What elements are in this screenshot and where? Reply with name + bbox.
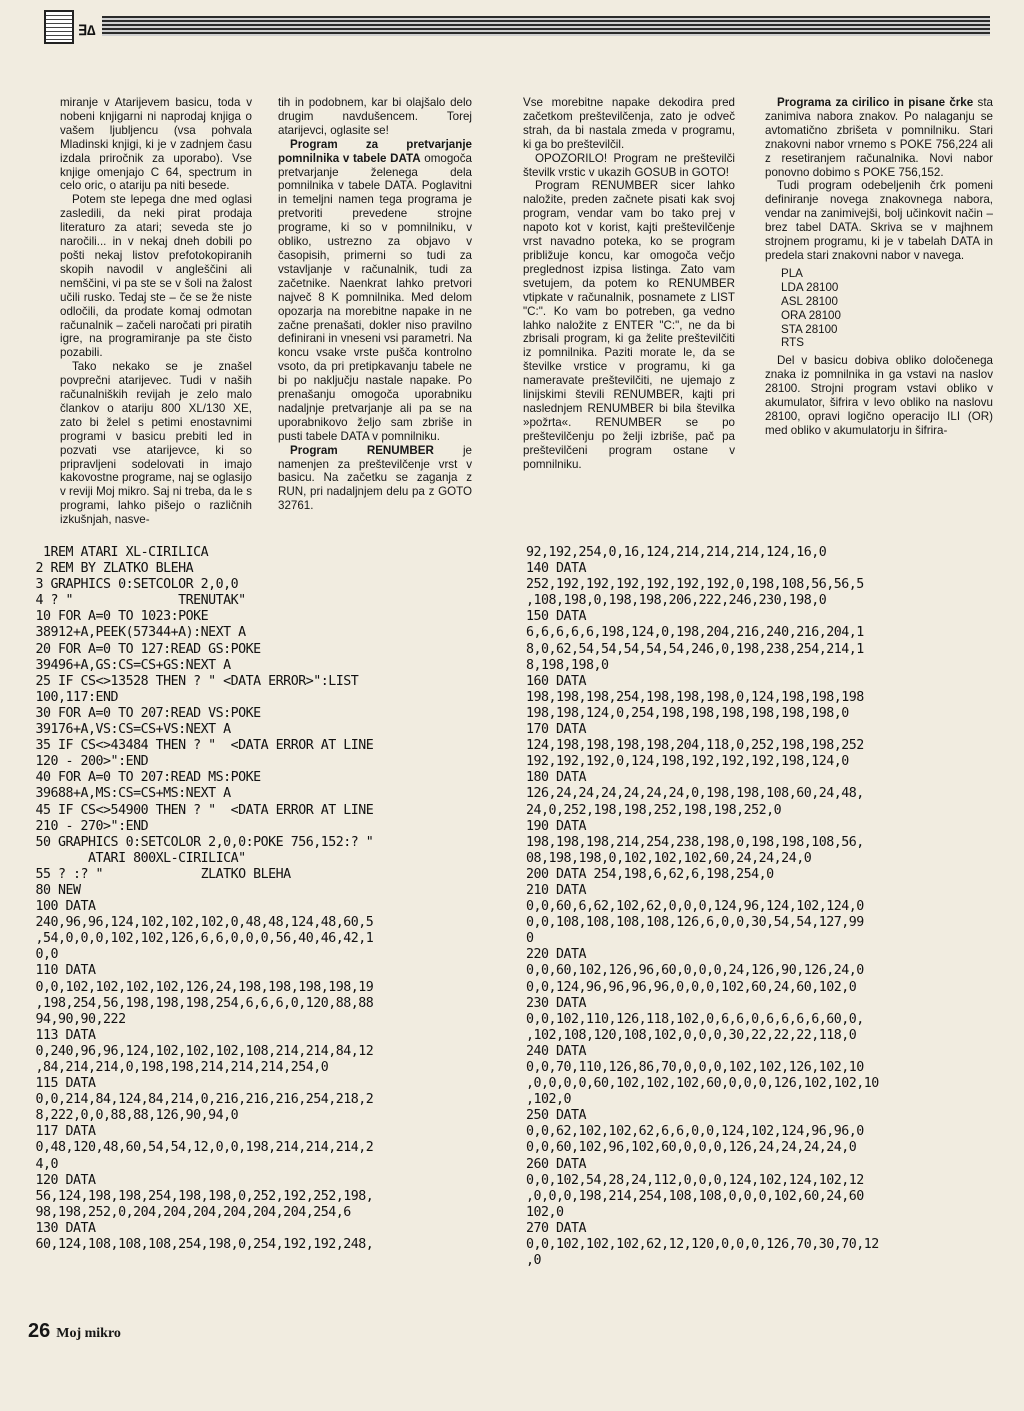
code-line: 170 DATA <box>526 722 587 738</box>
code-line: 39688+A,MS:CS=CS+MS:NEXT A <box>28 786 231 802</box>
paragraph: miranje v Atarijevem basicu, toda v nobeni knjigarni ni naprodaj knjiga o vašem ljubljencu (vsa pohvala Mladinski knjigi, ki je v zadnjem času izdala priročnik za uporabo). Vse knjige omenjajo C 64, spectrum in celo oric, o atariju pa niti besede. <box>60 96 252 193</box>
code-line: 0,0,102,54,28,24,112,0,0,0,124,102,124,102,12 <box>526 1172 864 1188</box>
code-line: 113 DATA <box>28 1027 96 1043</box>
code-line: 100,117:END <box>28 689 119 705</box>
paragraph <box>278 138 472 444</box>
code-line: ,0,0,0,0,60,102,102,102,60,0,0,0,126,102,102,10 <box>526 1076 879 1092</box>
code-line: 100 DATA <box>28 899 96 915</box>
code-line: 98,198,252,0,204,204,204,204,204,204,254,6 <box>28 1204 351 1220</box>
code-line: 80 NEW <box>28 882 81 898</box>
code-line: 8,222,0,0,88,88,126,90,94,0 <box>28 1108 239 1124</box>
article-column-1 <box>60 96 252 527</box>
code-line: 198,198,124,0,254,198,198,198,198,198,198,0 <box>526 705 849 721</box>
code-line: 0,48,120,48,60,54,54,12,0,0,198,214,214,214,2 <box>28 1140 374 1156</box>
paragraph: Vse morebitne napake dekodira pred začetkom preštevilčenja, zato je odveč strah, da bi nastala zmeda v programu, ki ga bo preštevilčil. <box>523 96 735 151</box>
paragraph: tih in podobnem, kar bi olajšalo delo drugim navdušencem. Torej atarijevci, oglasite se! <box>278 96 472 137</box>
code-line: 30 FOR A=0 TO 207:READ VS:POKE <box>28 705 261 721</box>
bold-lead: Program za pretvarjanje pomnilnika v tabele DATA <box>278 137 472 165</box>
article-column-3 <box>523 96 735 471</box>
code-line: 0,0,60,6,62,102,62,0,0,0,124,96,124,102,124,0 <box>526 899 864 915</box>
code-line: ,198,254,56,198,198,198,254,6,6,6,0,120,88,88 <box>28 995 374 1011</box>
code-line: ,84,214,214,0,198,198,214,214,214,254,0 <box>28 1060 329 1075</box>
paragraph-text: omogoča pretvarjanje želenega dela pomnilnika v tabele DATA. Poglavitni in temeljni namen tega programa je pretvoriti prevedene strojne programe, ki so v pomnilniku, v obliko, ustrezno za objavo v časopisih, primerni so tudi za vstavljanje v računalnik, tudi za začetnike. Naenkrat lahko pretvori največ 8 K pomnilnika. Med delom opozarja na morebitne napake in ne začne prenašati, dokler niso pravilno definirani in vneseni vsi parametri. Na koncu vsake vrste pušča kontrolno vsoto, da pri pretipkavanju tabele ne bi po naključju nastale napake. Po prenašanju omogoča uporabniku nadaljnje pretvarjanje ali pa se na uporabnikovo željo sam zbriše in pusti tabele DATA v pomnilniku. <box>278 151 473 443</box>
bold-lead: Program RENUMBER <box>290 443 434 457</box>
code-line: 260 DATA <box>526 1156 587 1172</box>
code-line: 4,0 <box>28 1156 59 1172</box>
paragraph: Potem ste lepega dne med oglasi zasledili, da neki pirat prodaja literaturo za atari; seveda ste jo naročili... in v nekaj dneh dobili po pošti nekaj listov prefotokopiranih skopih navodil v angleščini ali nemščini, vi pa ste se v šoli na žalost učili rusko. Tedaj ste – če se že niste odločili, da prodate komaj odmotan računalnik – začeli naročati pri piratih igre, na programiranje pa ste čisto pozabili. <box>60 193 252 360</box>
code-line: 0,0,60,102,96,102,60,0,0,0,126,24,24,24,24,0 <box>526 1140 857 1156</box>
code-line: 1REM ATARI XL-CIRILICA <box>28 545 209 560</box>
code-line: 130 DATA <box>28 1220 96 1236</box>
document-icon <box>44 10 74 44</box>
asm-line: RTS <box>781 336 804 350</box>
paragraph: OPOZORILO! Program ne preštevilči številk vrstic v ukazih GOSUB in GOTO! <box>523 151 735 179</box>
paragraph: Program RENUMBER sicer lahko naložite, preden začnete pisati kak svoj program, vendar vam bo tako prej v napoto kot v korist, kajti preštevilčenje vrst navadno poteka, ko se program približuje koncu, kar omogoča večjo preglednost izpisa listinga. Zato vam svetujem, da potem ko RENUMBER vtipkate v računalnik, posnamete z LIST "C:". Ko vam bo potreben, ga vedno lahko naložite z ENTER "C:", ne da bi zbrisali program, ki ga želite preštevilčiti iz pomnilnika. Paziti morate le, da se številke vrstice v programu, ki ga nameravate preštevilčiti, ne ujemajo z linijskimi števili RENUMBER, kajti pri naslednjem RENUMBER bi bila številka »požrta«. RENUMBER se po preštevilčenju po želji izbriše, pač pa preštevilčeni program ostane v pomnilniku. <box>523 179 735 471</box>
article-column-2 <box>278 96 472 513</box>
code-line: 180 DATA <box>526 770 587 786</box>
code-line: 0,0,214,84,124,84,214,0,216,216,216,254,218,2 <box>28 1092 374 1108</box>
code-line: 140 DATA <box>526 561 587 577</box>
code-line: 0,0,70,110,126,86,70,0,0,0,102,102,126,102,10 <box>526 1060 864 1075</box>
code-line: 220 DATA <box>526 947 587 963</box>
code-line: 10 FOR A=0 TO 1023:POKE <box>28 609 209 625</box>
code-line: 270 DATA <box>526 1220 587 1236</box>
section-logo <box>40 8 102 44</box>
logo-mark: ∃∆ <box>78 22 96 38</box>
code-line: 20 FOR A=0 TO 127:READ GS:POKE <box>28 641 261 657</box>
code-line: ,0,0,0,198,214,254,108,108,0,0,0,102,60,24,60 <box>526 1188 864 1204</box>
code-line: 24,0,252,198,198,252,198,198,252,0 <box>526 802 782 818</box>
code-line: 210 - 270>":END <box>28 818 149 834</box>
code-line: ,102,108,120,108,102,0,0,0,30,22,22,22,118,0 <box>526 1027 857 1043</box>
code-line: ,54,0,0,0,102,102,126,6,6,0,0,0,56,40,46,42,1 <box>28 931 374 947</box>
article-column-4 <box>765 96 993 438</box>
code-line: 0,0,102,110,126,118,102,0,6,6,0,6,6,6,6,60,0, <box>526 1011 864 1027</box>
code-line: 40 FOR A=0 TO 207:READ MS:POKE <box>28 770 261 786</box>
code-line: 4 ? " TRENUTAK" <box>28 593 246 609</box>
code-line: 120 DATA <box>28 1172 96 1188</box>
asm-line: STA 28100 <box>781 322 838 336</box>
code-line: 08,198,198,0,102,102,102,60,24,24,24,0 <box>526 850 812 866</box>
code-line: 0,0,102,102,102,62,12,120,0,0,0,126,70,30,70,12 <box>526 1237 879 1253</box>
code-line: 190 DATA <box>526 818 587 834</box>
code-line: 240 DATA <box>526 1043 587 1059</box>
paragraph <box>278 444 472 514</box>
code-line: 115 DATA <box>28 1076 96 1092</box>
asm-line: LDA 28100 <box>781 280 839 294</box>
magazine-name: Moj mikro <box>56 1326 121 1341</box>
asm-line: ORA 28100 <box>781 308 841 322</box>
code-line: 92,192,254,0,16,124,214,214,214,124,16,0 <box>526 545 827 560</box>
code-line: 160 DATA <box>526 673 587 689</box>
code-line: 39176+A,VS:CS=CS+VS:NEXT A <box>28 722 231 738</box>
code-line: 192,192,192,0,124,198,192,192,192,198,124,0 <box>526 754 849 770</box>
basic-listing-left <box>28 545 508 1253</box>
code-line: 150 DATA <box>526 609 587 625</box>
code-line: ,0 <box>526 1253 542 1269</box>
code-line: 94,90,90,222 <box>28 1011 126 1027</box>
code-line: 45 IF CS<>54900 THEN ? " <DATA ERROR AT LINE <box>28 802 374 818</box>
code-line: 0,240,96,96,124,102,102,102,108,214,214,84,12 <box>28 1043 374 1059</box>
code-line: 35 IF CS<>43484 THEN ? " <DATA ERROR AT LINE <box>28 738 374 754</box>
code-line: 124,198,198,198,198,204,118,0,252,198,198,252 <box>526 738 864 754</box>
asm-line: ASL 28100 <box>781 294 838 308</box>
page-number: 26 <box>28 1320 51 1342</box>
code-line: 230 DATA <box>526 995 587 1011</box>
code-line: 50 GRAPHICS 0:SETCOLOR 2,0,0:POKE 756,152:? " <box>28 834 374 850</box>
bold-lead: Programa za cirilico in pisane črke <box>777 96 974 109</box>
paragraph <box>765 96 993 179</box>
code-line: 250 DATA <box>526 1108 587 1124</box>
code-line: ,102,0 <box>526 1092 572 1108</box>
code-line: 252,192,192,192,192,192,192,0,198,108,56,56,5 <box>526 577 864 593</box>
code-line: 3 GRAPHICS 0:SETCOLOR 2,0,0 <box>28 577 239 593</box>
code-line: 8,0,62,54,54,54,54,54,246,0,198,238,254,214,1 <box>526 641 864 657</box>
code-line: 198,198,198,254,198,198,198,0,124,198,198,198 <box>526 689 864 705</box>
code-line: ,108,198,0,198,198,206,222,246,230,198,0 <box>526 593 827 609</box>
code-line: 200 DATA 254,198,6,62,6,198,254,0 <box>526 866 774 882</box>
code-line: 0,0 <box>28 947 59 963</box>
paragraph: Tako nekako se je znašel povprečni atarijevec. Tudi v naših računalniških revijah je zelo malo člankov o atariju 800 XL/130 XE, zato bi želel s petimi enostavnimi programi v basicu prebiti led in pozvati vse atarijevce, ki so pripravljeni sodelovati in imajo kakovostne programe, naj se oglasijo v reviji Moj mikro. Saj ni treba, da le s programi, lahko pišejo o različnih izkušnjah, nasve- <box>60 360 253 527</box>
code-line: ATARI 800XL-CIRILICA" <box>28 850 246 866</box>
code-line: 0,0,60,102,126,96,60,0,0,0,24,126,90,126,24,0 <box>526 963 864 979</box>
code-line: 198,198,198,214,254,238,198,0,198,198,108,56, <box>526 834 864 850</box>
code-line: 39496+A,GS:CS=CS+GS:NEXT A <box>28 657 231 673</box>
code-line: 55 ? :? " ZLATKO BLEHA <box>28 866 291 882</box>
code-line: 126,24,24,24,24,24,24,0,198,198,108,60,24,48, <box>526 786 864 802</box>
code-line: 56,124,198,198,254,198,198,0,252,192,252,198, <box>28 1188 374 1204</box>
code-line: 25 IF CS<>13528 THEN ? " <DATA ERROR>":LIST <box>28 673 359 689</box>
code-line: 6,6,6,6,6,198,124,0,198,204,216,240,216,204,1 <box>526 625 864 641</box>
code-line: 240,96,96,124,102,102,102,0,48,48,124,48,60,5 <box>28 915 374 931</box>
code-line: 8,198,198,0 <box>526 657 609 673</box>
code-line: 0 <box>526 931 534 947</box>
code-line: 0,0,102,102,102,102,126,24,198,198,198,198,19 <box>28 979 374 995</box>
code-line: 102,0 <box>526 1204 564 1220</box>
paragraph-text: je namenjen za preštevilčenje vrst v basicu. Na začetku se zaganja z RUN, pri nadaljnjem delu pa z GOTO 32761. <box>278 443 473 513</box>
asm-line: PLA <box>781 266 803 280</box>
code-line: 0,0,124,96,96,96,96,0,0,0,102,60,24,60,102,0 <box>526 979 857 995</box>
code-line: 210 DATA <box>526 882 587 898</box>
code-line: 110 DATA <box>28 963 96 979</box>
assembly-listing <box>781 267 993 350</box>
paragraph-text: sta zanimiva nabora znakov. Po nalaganju se avtomatično zbrišeta v pomnilniku. Stari znakovni nabor vrnemo s POKE 756,224 ali z resetiranjem računalnika. Novi nabor ponovno dobimo s POKE 756,152. <box>765 96 993 179</box>
code-line: 117 DATA <box>28 1124 96 1140</box>
basic-listing-right <box>526 545 1016 1269</box>
code-line: 0,0,62,102,102,62,6,6,0,0,124,102,124,96,96,0 <box>526 1124 864 1140</box>
header-stripe-bar <box>40 16 990 36</box>
code-line: 60,124,108,108,108,254,198,0,254,192,192,248, <box>28 1237 374 1253</box>
paragraph: Del v basicu dobiva obliko določenega znaka iz pomnilnika in ga vstavi na naslov 28100. Strojni program vstavi obliko v akumulator, šifrira v levo obliko na naslovu 28100, opravi logično operacijo ILI (OR) med obliko v akumulatorju in šifrira- <box>765 354 993 437</box>
code-line: 120 - 200>":END <box>28 754 149 770</box>
page-footer <box>28 1320 121 1343</box>
code-line: 38912+A,PEEK(57344+A):NEXT A <box>28 625 246 641</box>
code-line: 0,0,108,108,108,108,126,6,0,0,30,54,54,127,99 <box>526 915 864 931</box>
paragraph: Tudi program odebeljenih črk pomeni definiranje novega znakovnega nabora, vendar na zanimivejši, bolj učinkovit način – brez tabel DATA. Skriva se v majhnem strojnem programu, ki je v tabelah DATA in predela stari znakovni nabor v navega. <box>765 179 993 262</box>
code-line: 2 REM BY ZLATKO BLEHA <box>28 561 194 577</box>
